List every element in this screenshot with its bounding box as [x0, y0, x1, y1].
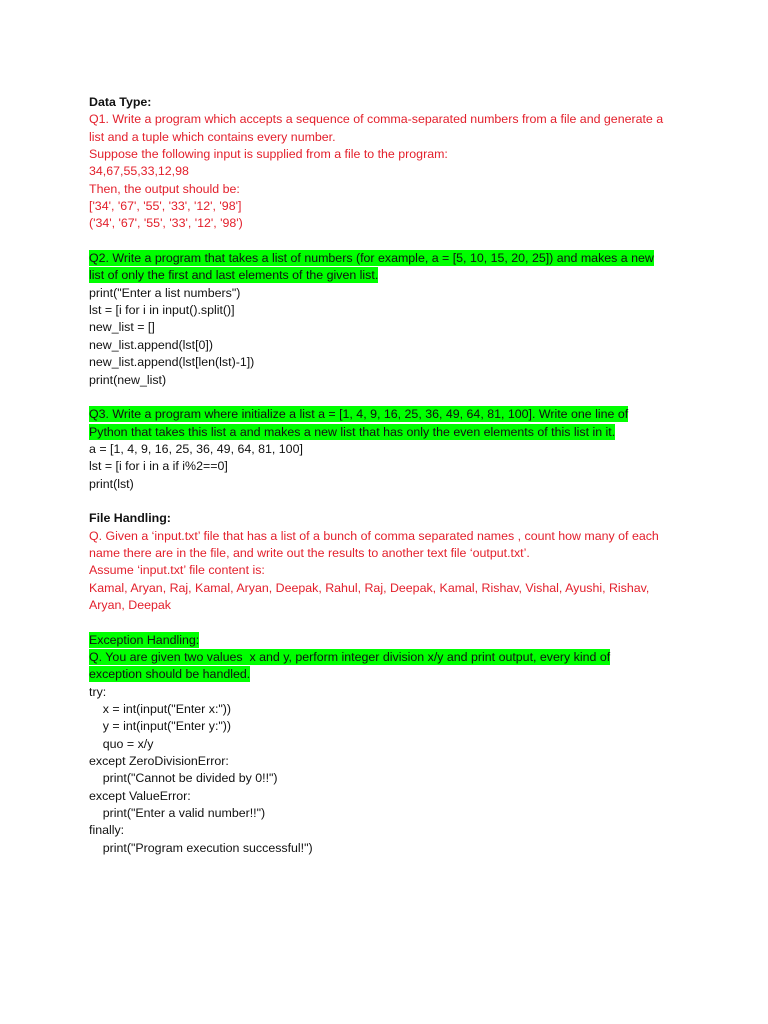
text-line [89, 718, 689, 735]
line-text: ('34', '67', '55', '33', '12', '98') [89, 216, 243, 231]
text-line [89, 597, 689, 614]
line-text: a = [1, 4, 9, 16, 25, 36, 49, 64, 81, 100] [89, 441, 303, 456]
line-text: 34,67,55,33,12,98 [89, 164, 189, 179]
text-line [89, 441, 689, 458]
text-line [89, 354, 689, 371]
highlighted-line [89, 250, 689, 267]
line-text: Aryan, Deepak [89, 597, 171, 612]
text-line [89, 215, 689, 232]
line-text: new_list = [] [89, 320, 155, 335]
text-line [89, 198, 689, 215]
text-line [89, 822, 689, 839]
line-text: print("Enter a list numbers") [89, 285, 241, 300]
line-text: except ZeroDivisionError: [89, 754, 229, 769]
line-text: new_list.append(lst[0]) [89, 337, 213, 352]
text-line [89, 458, 689, 475]
line-text: print("Cannot be divided by 0!!") [89, 771, 278, 786]
text-line [89, 510, 689, 527]
highlighted-line [89, 666, 689, 683]
line-text: Python that takes this list a and makes a new list that has only the even elements of this list in it. [89, 424, 616, 439]
text-line [89, 580, 689, 597]
text-line [89, 684, 689, 701]
line-text: lst = [i for i in a if i%2==0] [89, 459, 228, 474]
text-line [89, 285, 689, 302]
blank-line [89, 614, 689, 631]
line-text: x = int(input("Enter x:")) [89, 702, 232, 717]
line-text: quo = x/y [89, 736, 154, 751]
highlighted-line [89, 406, 689, 423]
blank-line [89, 389, 689, 406]
text-line [89, 372, 689, 389]
line-text: lst = [i for i in input().split()] [89, 303, 235, 318]
text-line [89, 701, 689, 718]
text-line [89, 111, 689, 128]
line-text: try: [89, 684, 107, 699]
highlighted-line [89, 267, 689, 284]
text-line [89, 302, 689, 319]
text-line [89, 562, 689, 579]
line-text: exception should be handled. [89, 667, 251, 682]
text-line [89, 146, 689, 163]
text-line [89, 545, 689, 562]
line-text: Data Type: [89, 95, 152, 109]
line-text: print(new_list) [89, 372, 167, 387]
line-text: new_list.append(lst[len(lst)-1]) [89, 355, 255, 370]
line-text: Q. You are given two values x and y, perform integer division x/y and print output, every kind of [89, 650, 611, 664]
text-line [89, 181, 689, 198]
blank-line [89, 233, 689, 250]
line-text: print("Program execution successful!") [89, 840, 313, 855]
line-text: list of only the first and last elements of the given list. [89, 268, 379, 283]
text-line [89, 129, 689, 146]
highlighted-line [89, 649, 689, 666]
line-text: Q1. Write a program which accepts a sequence of comma-separated numbers from a file and generate a [89, 112, 664, 127]
line-text: except ValueError: [89, 788, 191, 803]
text-line [89, 736, 689, 753]
highlighted-line [89, 424, 689, 441]
line-text: ['34', '67', '55', '33', '12', '98'] [89, 199, 242, 214]
line-text: name there are in the file, and write out the results to another text file ‘output.txt’. [89, 545, 530, 560]
line-text: Kamal, Aryan, Raj, Kamal, Aryan, Deepak, Rahul, Raj, Deepak, Kamal, Rishav, Vishal, Ayushi, Rishav, [89, 580, 650, 595]
line-text: Q. Given a ‘input.txt’ file that has a list of a bunch of comma separated names , count how many of each [89, 528, 659, 543]
line-text: list and a tuple which contains every number. [89, 129, 336, 144]
line-text: Suppose the following input is supplied from a file to the program: [89, 147, 448, 162]
text-line [89, 805, 689, 822]
line-text: File Handling: [89, 511, 171, 526]
text-line [89, 319, 689, 336]
text-line [89, 788, 689, 805]
line-text: Exception Handling: [89, 632, 200, 647]
document-page [89, 94, 689, 857]
text-line [89, 753, 689, 770]
text-line [89, 528, 689, 545]
line-text: Assume ‘input.txt’ file content is: [89, 563, 265, 578]
highlighted-line [89, 632, 689, 649]
line-text: Then, the output should be: [89, 181, 240, 196]
blank-line [89, 493, 689, 510]
text-line [89, 476, 689, 493]
line-text: finally: [89, 823, 125, 838]
text-line [89, 337, 689, 354]
line-text: print("Enter a valid number!!") [89, 806, 266, 821]
line-text: print(lst) [89, 476, 134, 491]
text-line [89, 94, 689, 111]
line-text: y = int(input("Enter y:")) [89, 719, 232, 734]
line-text: Q2. Write a program that takes a list of numbers (for example, a = [5, 10, 15, 20, 25]) and makes a new [89, 251, 654, 266]
line-text: Q3. Write a program where initialize a list a = [1, 4, 9, 16, 25, 36, 49, 64, 81, 100]. Write one line of [89, 407, 629, 422]
text-line [89, 163, 689, 180]
text-line [89, 840, 689, 857]
text-line [89, 770, 689, 787]
